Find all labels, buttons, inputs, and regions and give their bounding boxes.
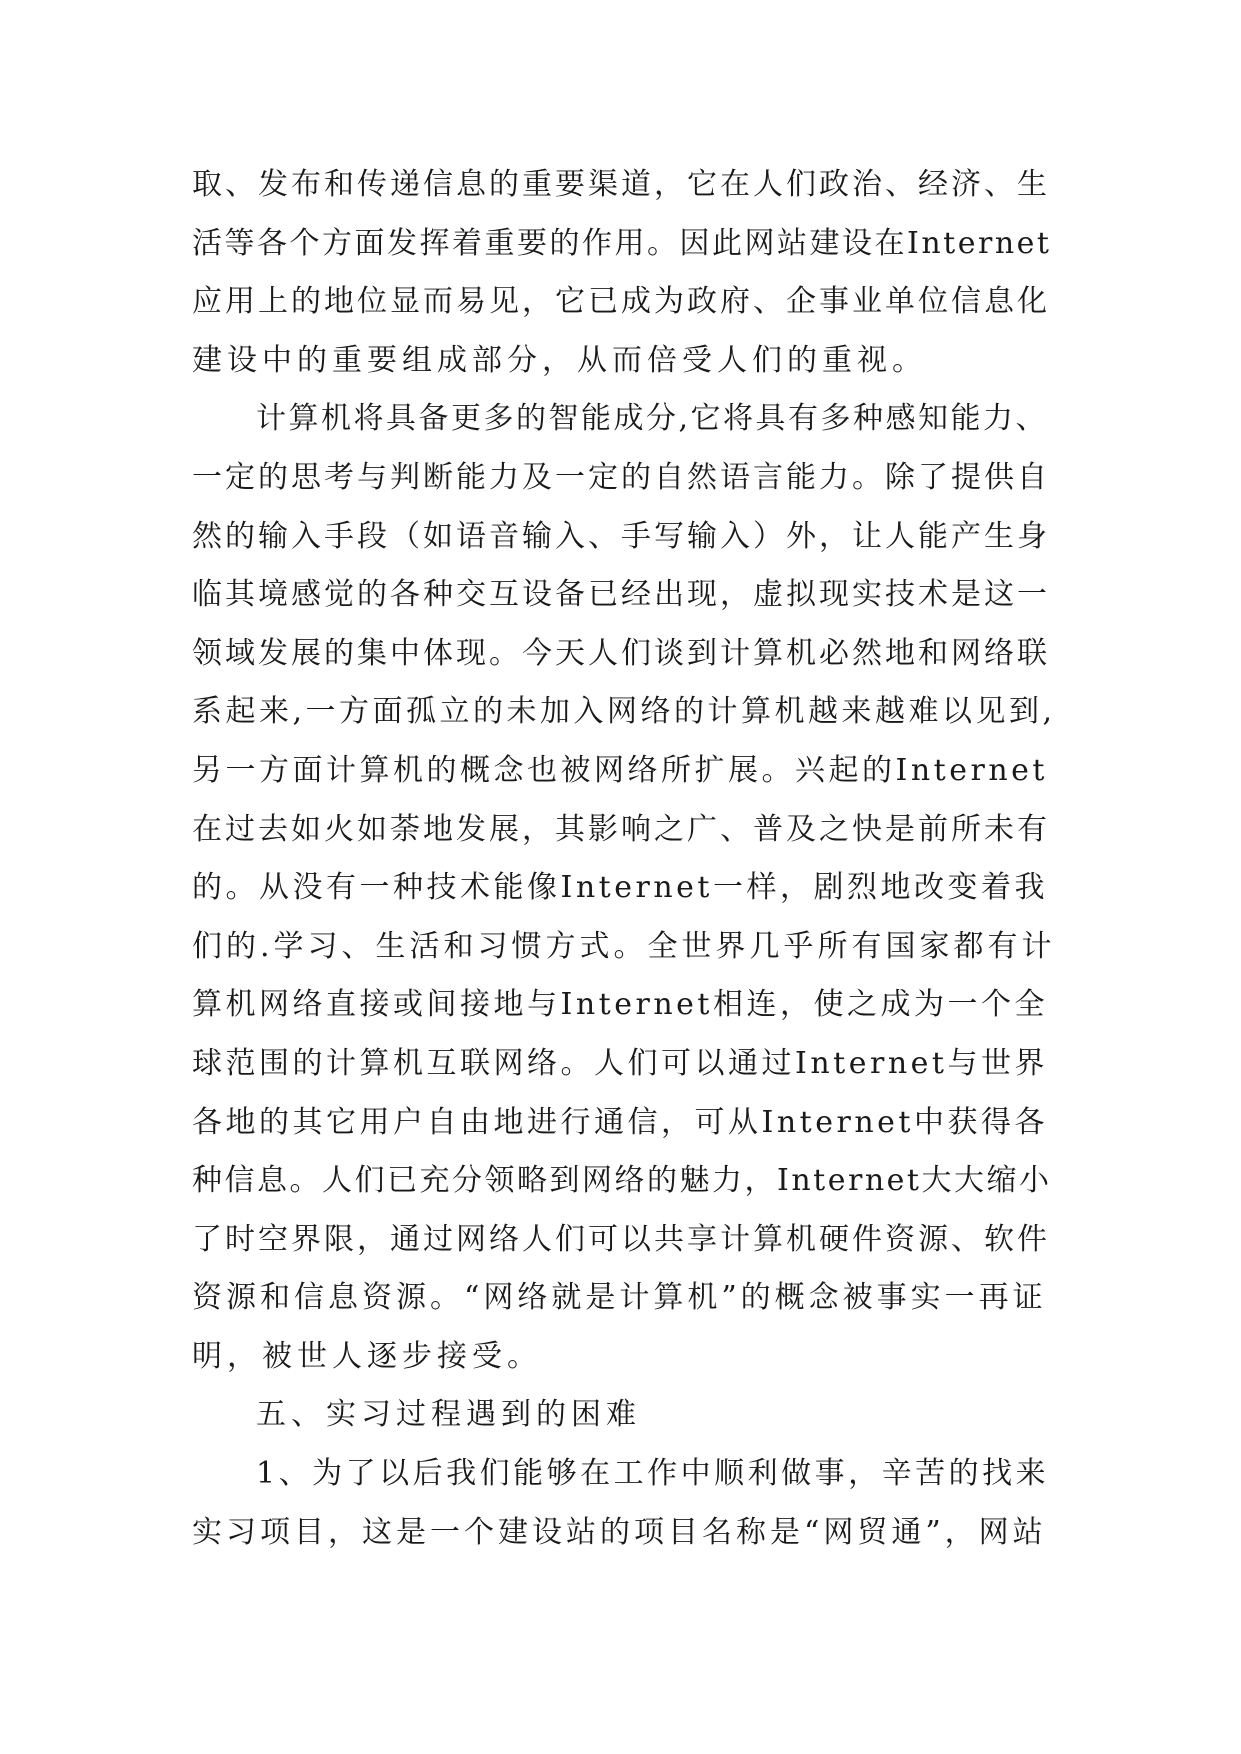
text-line: 计算机将具备更多的智能成分,它将具有多种感知能力、	[256, 401, 1049, 437]
body-text	[192, 156, 1056, 1562]
text-line: 取、发布和传递信息的重要渠道，它在人们政治、经济、生	[192, 167, 1050, 202]
text-line: 应用上的地位显而易见，它已成为政府、企事业单位信息化	[192, 284, 1050, 320]
text-line: 一定的思考与判断能力及一定的自然语言能力。除了提供自	[192, 459, 1050, 495]
text-line: 领域发展的集中体现。今天人们谈到计算机必然地和网络联	[192, 635, 1050, 671]
text-line: 1、为了以后我们能够在工作中顺利做事，辛苦的找来	[256, 1456, 1050, 1492]
text-line: 实习项目，这是一个建设站的项目名称是“网贸通”，网站	[192, 1514, 1047, 1550]
text-line: 们的.学习、生活和习惯方式。全世界几乎所有国家都有计	[192, 928, 1056, 964]
text-line: 另一方面计算机的概念也被网络所扩展。兴起的Internet	[192, 752, 1048, 788]
text-line: 球范围的计算机互联网络。人们可以通过Internet与世界	[192, 1045, 1048, 1081]
text-line: 的。从没有一种技术能像Internet一样，剧烈地改变着我	[192, 870, 1048, 906]
text-line: 资源和信息资源。“网络就是计算机”的概念被事实一再证	[192, 1280, 1047, 1316]
text-line: 算机网络直接或间接地与Internet相连，使之成为一个全	[192, 987, 1048, 1023]
text-line: 了时空界限，通过网络人们可以共享计算机硬件资源、软件	[192, 1221, 1050, 1257]
text-line: 然的输入手段（如语音输入、手写输入）外，让人能产生身	[192, 518, 1050, 554]
text-line: 系起来,一方面孤立的未加入网络的计算机越来越难以见到,	[192, 694, 1056, 730]
text-line: 建设中的重要组成部分，从而倍受人们的重视。	[192, 342, 927, 378]
section-heading: 五、实习过程遇到的困难	[256, 1397, 641, 1433]
text-line: 明，被世人逐步接受。	[192, 1338, 542, 1374]
text-line: 临其境感觉的各种交互设备已经出现，虚拟现实技术是这一	[192, 577, 1050, 613]
text-line: 种信息。人们已充分领略到网络的魅力，Internet大大缩小	[192, 1163, 1052, 1199]
text-line: 在过去如火如荼地发展，其影响之广、普及之快是前所未有	[192, 811, 1050, 847]
text-line: 各地的其它用户自由地进行通信，可从Internet中获得各	[192, 1104, 1048, 1140]
text-line: 活等各个方面发挥着重要的作用。因此网站建设在Internet	[192, 225, 1052, 261]
